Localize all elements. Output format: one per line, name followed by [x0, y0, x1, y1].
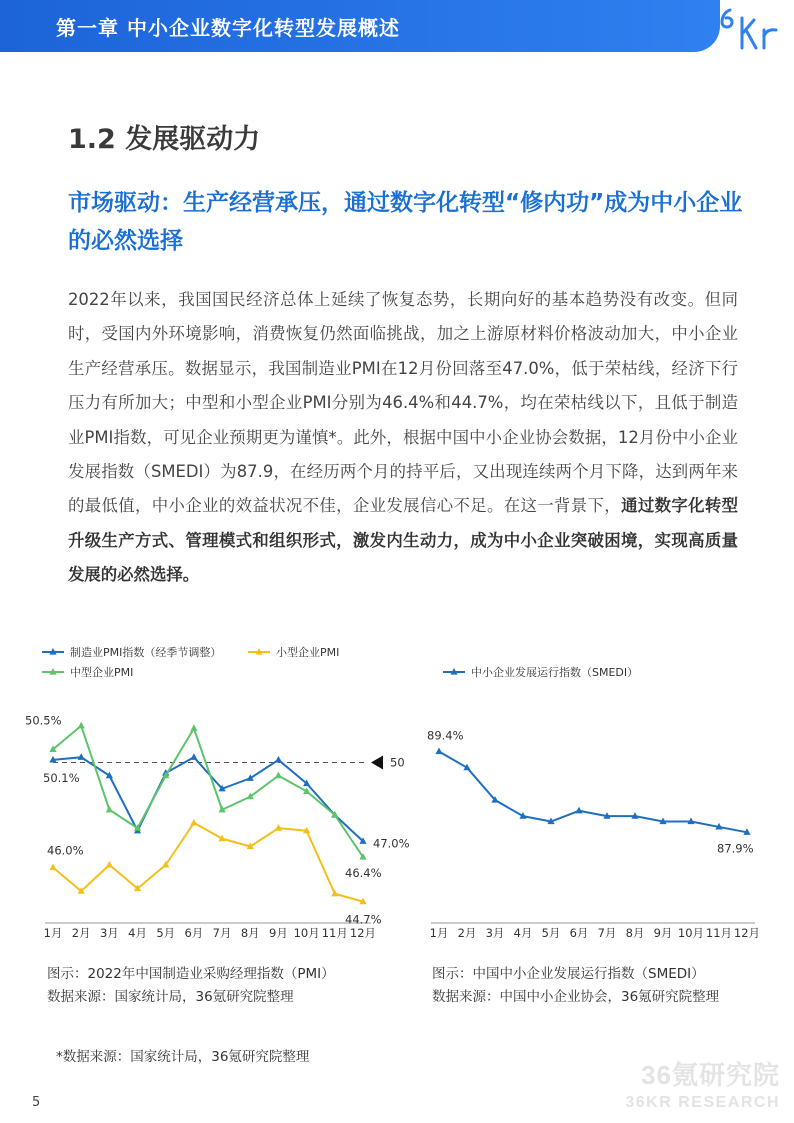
x-tick-label-0-5: 6月	[184, 926, 204, 940]
reference-arrow-0	[371, 756, 383, 770]
data-label-0-2: 46.0%	[47, 843, 84, 858]
header-banner	[0, 0, 720, 52]
series-line-0-2	[53, 726, 363, 857]
right-figure-caption	[432, 963, 719, 1009]
paragraph-bold-text: 通过数字化转型升级生产方式、管理模式和组织形式，激发内生动力，成为中小企业突破困境，实现高质量发展的必然选择。	[68, 496, 739, 585]
data-point-0-0-8	[275, 756, 282, 763]
x-tick-label-1-9: 10月	[677, 926, 705, 940]
x-tick-label-1-8: 9月	[653, 926, 673, 940]
page-header	[0, 0, 794, 52]
x-tick-label-0-11: 12月	[349, 926, 377, 940]
x-tick-label-0-4: 5月	[156, 926, 176, 940]
footnote: *数据来源：国家统计局，36氪研究院整理	[56, 1049, 310, 1065]
data-point-0-1-2	[106, 861, 113, 868]
right-figure-source: 数据来源：中国中小企业协会，36氪研究院整理	[432, 989, 720, 1005]
series-line-1-0	[439, 752, 747, 833]
reference-label-0: 50	[390, 755, 405, 770]
x-tick-label-0-10: 11月	[321, 926, 348, 940]
x-tick-label-0-7: 8月	[240, 926, 260, 940]
x-tick-label-1-11: 12月	[733, 926, 761, 940]
data-point-0-2-5	[190, 724, 197, 731]
left-figure-source: 数据来源：国家统计局，36氪研究院整理	[47, 989, 294, 1005]
data-label-0-0: 50.5%	[25, 713, 62, 728]
watermark-cn: 36氪研究院	[641, 1060, 780, 1090]
legend-label-0-1: 小型企业PMI	[276, 646, 340, 659]
legend-label-0-0: 制造业PMI指数（经季节调整）	[70, 646, 222, 659]
x-tick-label-0-9: 10月	[293, 926, 320, 940]
data-point-0-1-10	[331, 890, 338, 897]
x-tick-label-1-7: 8月	[625, 926, 645, 940]
series-line-0-1	[53, 823, 363, 902]
data-label-1-1: 87.9%	[717, 841, 754, 856]
data-label-1-0: 89.4%	[427, 728, 464, 743]
x-tick-label-1-2: 3月	[485, 926, 505, 940]
data-point-1-0-0	[435, 748, 442, 755]
paragraph-text: 2022年以来，我国国民经济总体上延续了恢复态势，长期向好的基本趋势没有改变。但同时，受国内外环境影响，消费恢复仍然面临挑战，加之上游原材料价格波动加大，中小企业生产经营承压。数据显示，我国制造业PMI在12月份回落至47.0%，低于荣枯线，经济下行压力有所加大；中型和小型企业PMI分别为46.4%和44.7%，均在荣枯线以下，且低于制造业PMI指数，可见企业预期更为谨慎*。此外，根据中国中小企业协会数据，12月份中小企业发展指数（SMEDI）为87.9，在经历两个月的持平后，又出现连续两个月下降，达到两年来的最低值，中小企业的效益状况不佳，企业发展信心不足。在这一背景下，	[68, 290, 738, 516]
data-point-0-1-0	[49, 864, 56, 871]
watermark	[620, 1055, 780, 1112]
x-tick-label-1-3: 4月	[513, 926, 533, 940]
left-figure-caption	[47, 963, 335, 1009]
data-label-0-3: 47.0%	[373, 836, 410, 851]
x-tick-label-1-6: 7月	[597, 926, 617, 940]
x-tick-label-1-4: 5月	[541, 926, 561, 940]
data-point-0-1-5	[190, 819, 197, 826]
x-tick-label-1-5: 6月	[569, 926, 589, 940]
x-tick-label-1-1: 2月	[457, 926, 477, 940]
data-label-0-1: 50.1%	[43, 770, 80, 785]
body-paragraph	[68, 283, 738, 593]
data-point-0-2-8	[275, 772, 282, 779]
right-figure-title: 图示：中国中小企业发展运行指数（SMEDI）	[432, 966, 705, 982]
page-number: 5	[32, 1095, 41, 1110]
x-tick-label-0-1: 2月	[71, 926, 91, 940]
data-point-0-2-2	[106, 806, 113, 813]
subheading: 市场驱动：生产经营承压，通过数字化转型“修内功”成为中小企业的必然选择	[68, 190, 743, 254]
x-tick-label-0-3: 4月	[128, 926, 147, 940]
x-tick-label-0-8: 9月	[269, 926, 288, 940]
chapter-title: 第一章 中小企业数字化转型发展概述	[56, 16, 400, 40]
x-tick-label-0-6: 7月	[212, 926, 232, 940]
watermark-en: 36KR RESEARCH	[625, 1094, 780, 1111]
legend-label-1-0: 中小企业发展运行指数（SMEDI）	[471, 666, 639, 679]
left-figure-title: 图示：2022年中国制造业采购经理指数（PMI）	[47, 966, 335, 982]
36kr-logo	[702, 4, 794, 50]
data-point-0-2-1	[78, 722, 85, 729]
x-tick-label-0-0: 1月	[43, 926, 63, 940]
data-point-0-0-5	[190, 753, 197, 760]
x-tick-label-1-0: 1月	[429, 926, 449, 940]
section-title: 1.2 发展驱动力	[68, 124, 261, 155]
legend-label-0-2: 中型企业PMI	[70, 666, 134, 679]
x-tick-label-1-10: 11月	[705, 926, 733, 940]
x-tick-label-0-2: 3月	[99, 926, 119, 940]
data-label-0-4: 46.4%	[345, 866, 382, 880]
data-point-1-0-5	[575, 807, 582, 814]
data-label-0-5: 44.7%	[345, 912, 382, 927]
